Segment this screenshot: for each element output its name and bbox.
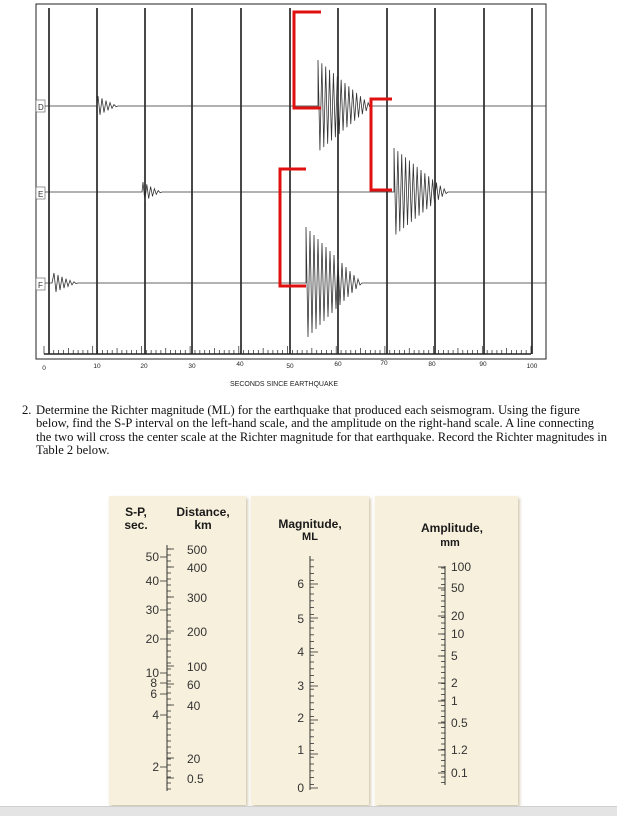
amplitude-label-20: 20 xyxy=(451,609,465,623)
tick-70: 70 xyxy=(380,360,388,367)
tick-80: 80 xyxy=(428,361,436,368)
magnitude-label-4: 4 xyxy=(297,645,304,659)
sp-label-30: 30 xyxy=(145,603,159,617)
distance-label-0.5: 0.5 xyxy=(187,772,204,786)
amplitude-label-50: 50 xyxy=(451,581,465,595)
amplitude-label-0.5: 0.5 xyxy=(451,716,468,730)
sp-header-unit: sec. xyxy=(124,518,148,532)
amplitude-label-10: 10 xyxy=(451,627,465,641)
sp-label-8: 8 xyxy=(150,676,157,690)
distance-label-400: 400 xyxy=(187,561,208,575)
question-number: 2. xyxy=(22,403,32,417)
distance-header: Distance, xyxy=(176,505,230,519)
magnitude-header: Magnitude, xyxy=(278,517,342,531)
sp-label-4: 4 xyxy=(152,708,159,722)
distance-label-500: 500 xyxy=(187,543,208,557)
distance-header-unit: km xyxy=(194,518,212,532)
sp-label-20: 20 xyxy=(145,632,159,646)
distance-label-300: 300 xyxy=(187,591,208,605)
magnitude-header-symbol: ML xyxy=(302,531,318,543)
amplitude-label-2: 2 xyxy=(451,676,458,690)
sp-label-50: 50 xyxy=(145,550,159,564)
trace-label-d: D xyxy=(38,103,44,112)
sp-label-2: 2 xyxy=(152,760,159,774)
distance-label-60: 60 xyxy=(187,678,201,692)
amplitude-label-5: 5 xyxy=(451,649,458,663)
tick-100: 100 xyxy=(526,363,538,370)
magnitude-label-1: 1 xyxy=(297,743,304,757)
tick-0: 0 xyxy=(42,365,46,372)
amplitude-label-1.2: 1.2 xyxy=(451,743,468,757)
trace-label-f: F xyxy=(38,281,43,290)
distance-label-20: 20 xyxy=(187,752,201,766)
magnitude-label-3: 3 xyxy=(297,679,304,693)
tick-90: 90 xyxy=(479,361,487,368)
tick-40: 40 xyxy=(236,361,244,368)
tick-30: 30 xyxy=(188,363,196,370)
axis-title: SECONDS SINCE EARTHQUAKE xyxy=(229,381,339,388)
magnitude-label-2: 2 xyxy=(297,711,304,725)
tick-50: 50 xyxy=(286,363,294,370)
magnitude-label-0: 0 xyxy=(297,781,304,795)
amplitude-header: Amplitude, xyxy=(421,521,483,535)
amplitude-label-100: 100 xyxy=(451,560,472,574)
distance-label-100: 100 xyxy=(187,660,208,674)
sp-label-6: 6 xyxy=(150,687,157,701)
amplitude-label-1: 1 xyxy=(451,694,458,708)
distance-label-200: 200 xyxy=(187,625,208,639)
amplitude-header-unit: mm xyxy=(440,537,460,549)
sp-label-10: 10 xyxy=(145,666,159,680)
sp-header: S-P, xyxy=(125,505,147,519)
magnitude-label-5: 5 xyxy=(297,612,304,626)
sp-label-40: 40 xyxy=(145,574,159,588)
trace-label-e: E xyxy=(38,190,44,199)
question-text: Determine the Richter magnitude (ML) for the earthquake that produced each seismogram. Using the figure below, find the S-P interval on the left-hand scale, and the amplitude on the right-hand scale. A line connecting the two will cross the center scale at the Richter magnitude for that earthquake. Record the Richter magnitudes in Table 2 below. xyxy=(36,403,608,458)
tick-60: 60 xyxy=(334,361,342,368)
distance-label-40: 40 xyxy=(187,699,201,713)
magnitude-label-6: 6 xyxy=(297,577,304,591)
tick-10: 10 xyxy=(93,363,101,370)
tick-20: 20 xyxy=(140,363,148,370)
amplitude-label-0.1: 0.1 xyxy=(451,766,468,780)
nomogram-left-panel xyxy=(109,496,246,805)
